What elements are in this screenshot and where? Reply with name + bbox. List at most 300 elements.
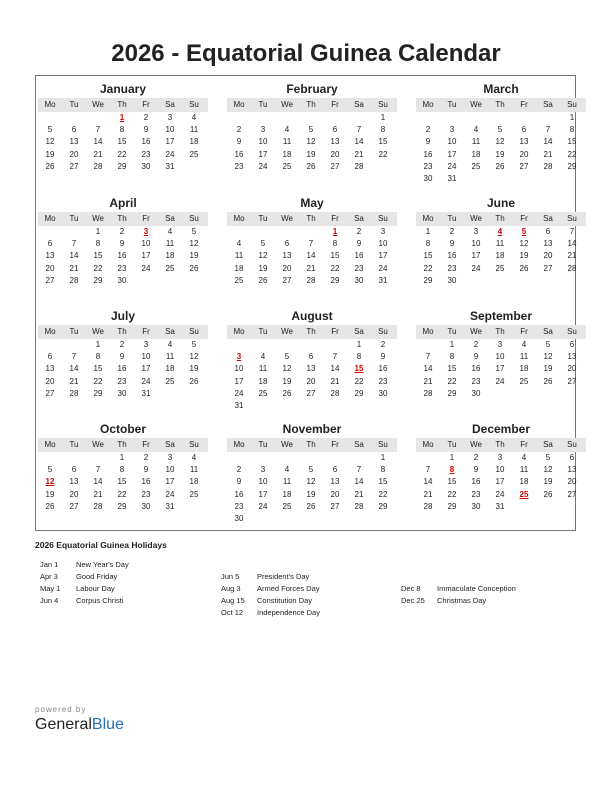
day-cell: 27 (519, 161, 529, 171)
day-grid (227, 452, 395, 525)
day-cell: 30 (447, 275, 457, 285)
day-cell: 31 (141, 388, 151, 398)
day-cell: 26 (45, 161, 55, 171)
day-cell: 18 (234, 263, 244, 273)
holiday-name: Labour Day (76, 584, 115, 593)
empty-cell (275, 339, 299, 351)
day-cell: 24 (258, 501, 268, 511)
weekday-label: Tu (447, 100, 457, 109)
day-cell: 22 (378, 149, 388, 159)
day-cell: 24 (141, 376, 151, 386)
holiday-day-cell: 1 (332, 227, 338, 236)
weekday-header (38, 98, 208, 112)
day-cell: 24 (141, 263, 151, 273)
weekday-header (416, 212, 586, 226)
day-cell: 1 (356, 340, 362, 349)
day-cell: 1 (449, 340, 455, 349)
day-cell: 18 (258, 376, 268, 386)
day-cell: 5 (47, 125, 53, 135)
weekday-label: Tu (447, 440, 457, 449)
day-cell: 7 (545, 125, 551, 135)
day-cell: 9 (143, 465, 149, 475)
day-cell: 24 (495, 376, 505, 386)
weekday-label: Su (189, 327, 199, 336)
day-cell: 3 (167, 113, 173, 122)
day-cell: 20 (45, 376, 55, 386)
day-cell: 15 (93, 251, 103, 261)
weekday-label: Fr (142, 440, 150, 449)
day-cell: 17 (234, 376, 244, 386)
day-cell: 12 (306, 137, 316, 147)
day-cell: 11 (282, 477, 292, 487)
holiday-date: Oct 12 (221, 608, 244, 617)
day-cell: 5 (308, 465, 314, 475)
holiday-day-cell: 12 (45, 477, 55, 487)
day-cell: 23 (354, 263, 364, 273)
day-cell: 27 (69, 501, 79, 511)
day-cell: 10 (258, 477, 268, 487)
day-cell: 17 (258, 489, 268, 499)
day-cell: 28 (69, 275, 79, 285)
month-name: July (110, 309, 135, 323)
day-cell: 10 (495, 465, 505, 475)
weekday-label: Tu (447, 327, 457, 336)
day-cell: 12 (306, 477, 316, 487)
day-cell: 7 (308, 239, 314, 249)
weekday-label: Sa (543, 100, 553, 109)
day-cell: 11 (234, 251, 244, 261)
empty-cell (86, 112, 110, 124)
weekday-label: Sa (354, 327, 364, 336)
day-cell: 9 (425, 137, 431, 147)
day-cell: 17 (447, 149, 457, 159)
day-cell: 28 (69, 388, 79, 398)
day-cell: 19 (45, 149, 55, 159)
day-cell: 4 (236, 239, 242, 249)
day-cell: 28 (423, 388, 433, 398)
holiday-item (40, 571, 129, 583)
day-cell: 3 (167, 453, 173, 462)
day-cell: 11 (189, 465, 199, 475)
day-cell: 29 (567, 161, 577, 171)
day-cell: 18 (165, 251, 175, 261)
day-cell: 8 (380, 125, 386, 135)
day-cell: 1 (119, 453, 125, 462)
day-cell: 8 (569, 125, 575, 135)
holiday-day-cell: 4 (497, 227, 503, 236)
day-cell: 10 (234, 364, 244, 374)
holiday-name: Christmas Day (437, 596, 487, 605)
day-cell: 24 (471, 263, 481, 273)
weekday-label: Th (306, 440, 316, 449)
holiday-column (401, 583, 516, 607)
day-cell: 13 (567, 352, 577, 362)
weekday-label: Fr (331, 327, 339, 336)
day-cell: 13 (519, 137, 529, 147)
month-august (227, 309, 397, 412)
weekday-label: Su (567, 327, 577, 336)
day-cell: 11 (519, 352, 529, 362)
day-cell: 30 (117, 388, 127, 398)
day-cell: 21 (543, 149, 553, 159)
day-cell: 2 (119, 227, 125, 236)
day-cell: 22 (447, 376, 457, 386)
weekday-label: Fr (520, 327, 528, 336)
day-cell: 9 (380, 352, 386, 362)
holiday-date: Jan 1 (40, 560, 59, 569)
day-cell: 10 (141, 352, 151, 362)
day-cell: 9 (236, 477, 242, 487)
day-cell: 30 (141, 161, 151, 171)
day-cell: 12 (495, 137, 505, 147)
day-cell: 16 (117, 364, 127, 374)
day-cell: 14 (354, 137, 364, 147)
day-cell: 24 (447, 161, 457, 171)
day-cell: 8 (449, 352, 455, 362)
day-cell: 25 (282, 161, 292, 171)
day-cell: 25 (165, 263, 175, 273)
day-cell: 27 (330, 501, 340, 511)
day-cell: 18 (282, 489, 292, 499)
day-cell: 20 (519, 149, 529, 159)
day-cell: 13 (330, 137, 340, 147)
day-cell: 25 (165, 376, 175, 386)
day-cell: 25 (234, 275, 244, 285)
day-cell: 21 (306, 263, 316, 273)
month-name: August (291, 309, 333, 323)
day-cell: 13 (69, 477, 79, 487)
weekday-label: Mo (44, 100, 56, 109)
day-grid (227, 226, 395, 287)
weekday-label: Th (117, 327, 127, 336)
day-cell: 17 (495, 364, 505, 374)
day-cell: 26 (258, 275, 268, 285)
empty-cell (62, 226, 86, 238)
day-cell: 19 (189, 364, 199, 374)
day-cell: 23 (117, 376, 127, 386)
weekday-label: Su (567, 100, 577, 109)
day-cell: 23 (423, 161, 433, 171)
day-cell: 21 (567, 251, 577, 261)
day-grid (38, 339, 206, 400)
day-cell: 27 (282, 275, 292, 285)
day-cell: 7 (71, 352, 77, 362)
weekday-label: Sa (165, 440, 175, 449)
holiday-date: Aug 3 (221, 584, 241, 593)
holidays-heading: 2026 Equatorial Guinea Holidays (35, 540, 167, 550)
empty-cell (323, 112, 347, 124)
day-cell: 20 (567, 364, 577, 374)
day-grid (416, 339, 584, 400)
empty-cell (38, 339, 62, 351)
day-cell: 26 (543, 376, 553, 386)
holiday-name: Corpus Christi (76, 596, 124, 605)
weekday-label: Sa (165, 214, 175, 223)
empty-cell (251, 452, 275, 464)
day-cell: 25 (471, 161, 481, 171)
holiday-date: Jun 4 (40, 596, 59, 605)
day-cell: 11 (495, 239, 505, 249)
day-cell: 26 (189, 263, 199, 273)
holiday-day-cell: 1 (119, 113, 125, 122)
day-cell: 20 (306, 376, 316, 386)
day-cell: 30 (471, 388, 481, 398)
empty-cell (536, 112, 560, 124)
weekday-label: Sa (354, 214, 364, 223)
day-cell: 10 (258, 137, 268, 147)
day-cell: 14 (306, 251, 316, 261)
holiday-item (221, 607, 320, 619)
day-cell: 26 (306, 161, 316, 171)
day-cell: 13 (306, 364, 316, 374)
day-cell: 1 (425, 227, 431, 236)
day-cell: 7 (569, 227, 575, 236)
day-cell: 7 (425, 465, 431, 475)
weekday-label: Th (117, 214, 127, 223)
day-cell: 6 (569, 340, 575, 349)
day-cell: 23 (141, 149, 151, 159)
day-cell: 15 (117, 477, 127, 487)
weekday-label: We (281, 214, 293, 223)
empty-cell (251, 339, 275, 351)
day-cell: 2 (119, 340, 125, 349)
month-march (416, 82, 586, 185)
weekday-header (416, 438, 586, 452)
holiday-item (401, 583, 516, 595)
weekday-label: Su (378, 440, 388, 449)
day-grid (416, 112, 584, 185)
day-cell: 22 (117, 489, 127, 499)
day-cell: 26 (495, 161, 505, 171)
day-cell: 9 (356, 239, 362, 249)
day-cell: 18 (282, 149, 292, 159)
day-cell: 29 (447, 388, 457, 398)
day-cell: 5 (545, 453, 551, 462)
holiday-item (221, 571, 320, 583)
weekday-label: Th (306, 100, 316, 109)
day-cell: 12 (282, 364, 292, 374)
weekday-header (38, 438, 208, 452)
day-cell: 16 (141, 137, 151, 147)
holiday-item (40, 559, 129, 571)
day-cell: 14 (69, 251, 79, 261)
holiday-date: Dec 25 (401, 596, 425, 605)
month-november (227, 422, 397, 525)
day-cell: 12 (258, 251, 268, 261)
day-cell: 23 (234, 501, 244, 511)
day-cell: 22 (378, 489, 388, 499)
day-cell: 4 (167, 340, 173, 349)
day-cell: 23 (471, 489, 481, 499)
day-cell: 27 (69, 161, 79, 171)
weekday-label: We (92, 100, 104, 109)
month-april (38, 196, 208, 287)
day-cell: 21 (93, 149, 103, 159)
empty-cell (38, 452, 62, 464)
day-cell: 21 (423, 489, 433, 499)
day-cell: 22 (93, 376, 103, 386)
day-cell: 3 (143, 340, 149, 349)
page-title: 2026 - Equatorial Guinea Calendar (111, 40, 501, 67)
day-cell: 14 (423, 364, 433, 374)
day-cell: 31 (165, 501, 175, 511)
day-cell: 4 (284, 125, 290, 135)
day-cell: 29 (378, 501, 388, 511)
day-cell: 27 (306, 388, 316, 398)
day-cell: 13 (282, 251, 292, 261)
weekday-label: Th (495, 100, 505, 109)
weekday-label: Tu (69, 100, 79, 109)
empty-cell (86, 452, 110, 464)
day-cell: 4 (521, 340, 527, 349)
day-cell: 20 (282, 263, 292, 273)
day-cell: 1 (449, 453, 455, 462)
day-cell: 16 (471, 477, 481, 487)
holiday-day-cell: 8 (449, 465, 455, 475)
day-cell: 4 (191, 453, 197, 462)
day-cell: 23 (447, 263, 457, 273)
day-cell: 10 (471, 239, 481, 249)
day-cell: 15 (93, 364, 103, 374)
weekday-label: Tu (258, 214, 268, 223)
day-cell: 6 (47, 352, 53, 362)
day-cell: 24 (165, 489, 175, 499)
day-cell: 26 (189, 376, 199, 386)
weekday-label: Th (495, 327, 505, 336)
day-cell: 2 (356, 227, 362, 236)
day-cell: 3 (473, 227, 479, 236)
day-cell: 12 (45, 137, 55, 147)
empty-cell (38, 226, 62, 238)
weekday-label: Tu (69, 327, 79, 336)
weekday-label: Su (189, 214, 199, 223)
day-cell: 4 (521, 453, 527, 462)
day-cell: 27 (45, 275, 55, 285)
day-cell: 19 (543, 364, 553, 374)
day-cell: 8 (95, 352, 101, 362)
month-may (227, 196, 397, 287)
day-cell: 16 (117, 251, 127, 261)
day-cell: 24 (234, 388, 244, 398)
empty-cell (299, 452, 323, 464)
day-cell: 14 (93, 477, 103, 487)
day-cell: 13 (45, 364, 55, 374)
day-cell: 21 (354, 489, 364, 499)
month-name: January (99, 82, 147, 96)
day-cell: 9 (473, 465, 479, 475)
holiday-date: Aug 15 (221, 596, 245, 605)
day-grid (416, 226, 584, 287)
day-cell: 28 (93, 501, 103, 511)
day-cell: 15 (378, 137, 388, 147)
holiday-item (40, 595, 129, 607)
day-cell: 17 (165, 477, 175, 487)
day-cell: 15 (447, 477, 457, 487)
day-cell: 14 (567, 239, 577, 249)
day-cell: 26 (306, 501, 316, 511)
day-cell: 24 (165, 149, 175, 159)
day-cell: 11 (165, 239, 175, 249)
day-cell: 6 (332, 125, 338, 135)
day-cell: 9 (119, 239, 125, 249)
weekday-label: We (92, 327, 104, 336)
empty-cell (416, 339, 440, 351)
empty-cell (62, 339, 86, 351)
day-cell: 4 (260, 352, 266, 362)
day-cell: 3 (260, 465, 266, 475)
day-cell: 17 (141, 251, 151, 261)
day-cell: 28 (543, 161, 553, 171)
day-cell: 19 (495, 149, 505, 159)
day-cell: 3 (260, 125, 266, 135)
day-cell: 30 (423, 173, 433, 183)
day-cell: 17 (165, 137, 175, 147)
day-cell: 11 (165, 352, 175, 362)
holiday-day-cell: 5 (521, 227, 527, 236)
weekday-label: Th (117, 440, 127, 449)
weekday-label: Mo (422, 214, 434, 223)
day-cell: 27 (567, 489, 577, 499)
month-name: May (300, 196, 324, 210)
day-cell: 28 (423, 501, 433, 511)
footer-branding (35, 705, 124, 734)
day-cell: 28 (354, 161, 364, 171)
weekday-label: Fr (520, 214, 528, 223)
weekday-label: Tu (258, 440, 268, 449)
day-cell: 31 (495, 501, 505, 511)
day-cell: 23 (234, 161, 244, 171)
day-cell: 23 (378, 376, 388, 386)
day-cell: 26 (282, 388, 292, 398)
day-cell: 25 (258, 388, 268, 398)
day-cell: 19 (306, 489, 316, 499)
weekday-label: We (470, 214, 482, 223)
weekday-label: Th (306, 327, 316, 336)
day-cell: 22 (93, 263, 103, 273)
day-cell: 1 (380, 113, 386, 122)
day-cell: 30 (471, 501, 481, 511)
day-cell: 5 (260, 239, 266, 249)
month-june (416, 196, 586, 287)
day-cell: 13 (567, 465, 577, 475)
day-cell: 29 (423, 275, 433, 285)
day-cell: 7 (332, 352, 338, 362)
day-cell: 2 (473, 340, 479, 349)
generalblue-logo[interactable] (35, 716, 124, 734)
day-cell: 14 (354, 477, 364, 487)
day-cell: 27 (45, 388, 55, 398)
weekday-label: Su (567, 440, 577, 449)
day-cell: 25 (189, 149, 199, 159)
weekday-label: Th (306, 214, 316, 223)
day-cell: 25 (495, 263, 505, 273)
day-cell: 30 (354, 275, 364, 285)
calendar-grid (35, 75, 576, 531)
weekday-label: Fr (520, 440, 528, 449)
day-cell: 30 (117, 275, 127, 285)
day-cell: 1 (569, 113, 575, 122)
day-cell: 5 (308, 125, 314, 135)
holiday-name: New Year's Day (76, 560, 129, 569)
empty-cell (62, 112, 86, 124)
day-cell: 13 (330, 477, 340, 487)
month-february (227, 82, 397, 173)
day-cell: 18 (189, 477, 199, 487)
weekday-label: Fr (142, 327, 150, 336)
weekday-label: Fr (331, 214, 339, 223)
day-cell: 5 (284, 352, 290, 362)
day-cell: 13 (543, 239, 553, 249)
